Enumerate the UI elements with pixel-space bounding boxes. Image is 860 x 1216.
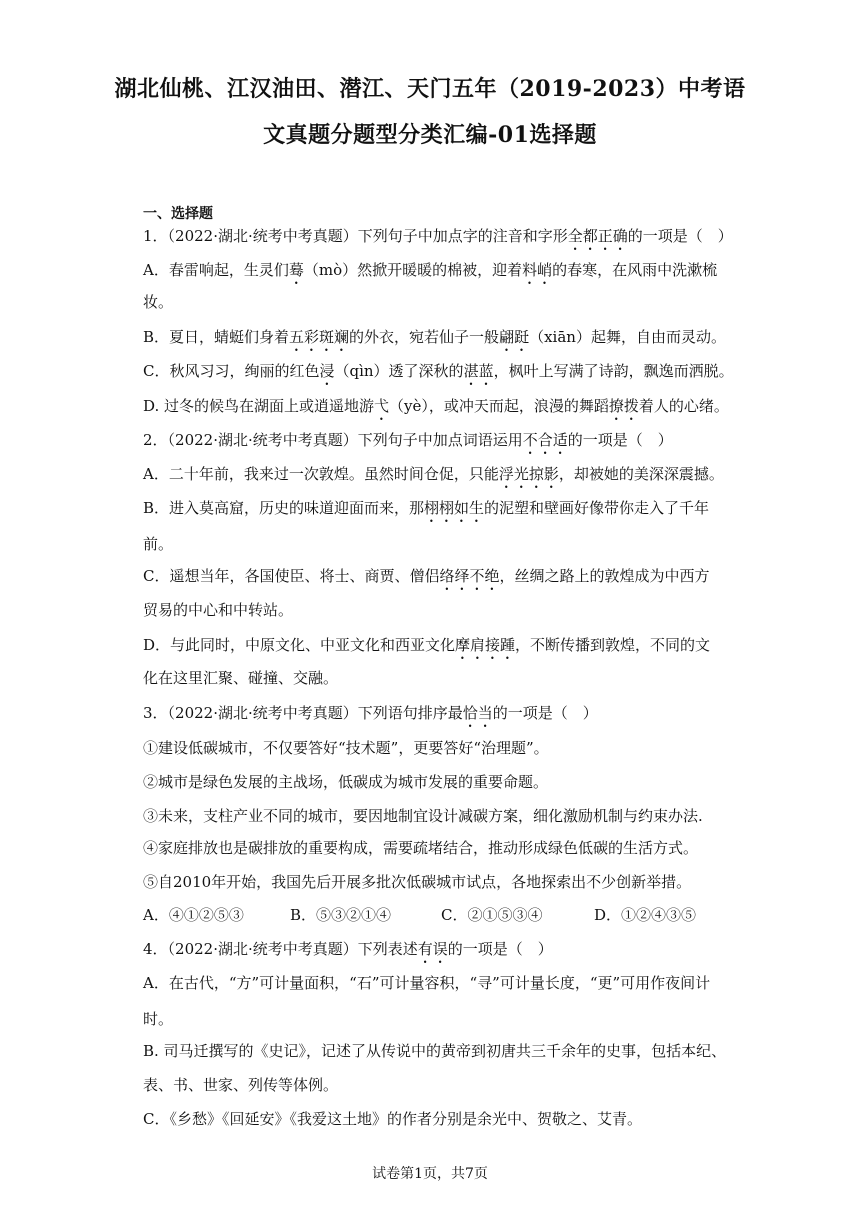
emphasized-text: 络绎不绝: [439, 567, 500, 585]
text-segment: C．《乡愁》《回延安》《我爱这土地》的作者分别是余光中、贺敬之、艾青。: [143, 1110, 642, 1128]
option-d: D．①②④③⑤: [594, 906, 697, 924]
text-segment: 的一项是（ ）: [492, 704, 598, 722]
text-segment: （xiān）起舞，自由而灵动。: [529, 328, 726, 346]
text-segment: 贸易的中心和中转站。: [143, 601, 294, 619]
text-line: [143, 738, 723, 758]
emphasized-text: 全都正确: [567, 227, 628, 245]
text-segment: 的泥塑和壁画好像带你走入了千年: [484, 499, 710, 517]
text-segment: ④家庭排放也是碳排放的重要构成，需要疏堵结合，推动形成绿色低碳的生活方式。: [143, 839, 699, 857]
text-line: [143, 600, 723, 620]
text-segment: 3．（2022·湖北·统考中考真题）下列语句排序最: [143, 704, 463, 722]
emphasized-text: 栩栩如生: [424, 499, 485, 517]
text-line: [143, 838, 723, 858]
text-line: [143, 292, 723, 312]
option-a: A．④①②⑤③: [143, 906, 244, 924]
text-segment: （qìn）透了深秋的: [334, 362, 464, 380]
text-segment: B. 司马迁撰写的《史记》，记述了从传说中的黄帝到初唐共三千余年的史事，包括本纪、: [143, 1042, 727, 1060]
text-line: [143, 806, 723, 826]
emphasized-text: 不合适: [522, 431, 568, 449]
emphasized-text: 翩跹: [499, 328, 530, 346]
text-line: [143, 1009, 723, 1029]
text-segment: ⑤自2010年开始，我国先后开展多批次低碳城市试点，各地探索出不少创新举措。: [143, 873, 692, 891]
emphasized-text: 湛蓝: [463, 362, 494, 380]
text-line: [143, 327, 726, 355]
document-title-line-2: 文真题分题型分类汇编-01选择题: [263, 122, 597, 148]
emphasized-text: 有误: [417, 940, 448, 958]
text-segment: C．遥想当年，各国使臣、将士、商贾、僧侣: [143, 567, 440, 585]
option-c: C．②①⑤③④: [441, 906, 543, 924]
text-segment: D. 过冬的候鸟在湖面上或逍遥地游: [143, 397, 375, 415]
text-line: [143, 1075, 723, 1095]
text-line: [143, 566, 723, 594]
text-segment: 1．（2022·湖北·统考中考真题）下列句子中加点字的注音和字形: [143, 227, 568, 245]
text-segment: ，不断传播到敦煌，不同的文: [515, 636, 711, 654]
emphasized-text: 弋: [374, 397, 390, 415]
text-segment: 前。: [143, 535, 174, 553]
text-segment: （yè），或冲天而起，浪漫的舞蹈: [389, 397, 609, 415]
text-segment: B．进入莫高窟，历史的味道迎面而来，那: [143, 499, 425, 517]
section-heading: 一、选择题: [143, 206, 213, 222]
text-segment: 妆。: [143, 293, 174, 311]
text-segment: 2．（2022·湖北·统考中考真题）下列句子中加点词语运用: [143, 431, 523, 449]
text-segment: 的春寒，在风雨中洗漱梳: [552, 261, 718, 279]
document-title-line-1: 湖北仙桃、江汉油田、潜江、天门五年（2019-2023）中考语: [114, 76, 746, 102]
emphasized-text: 五彩斑斓: [289, 328, 350, 346]
text-segment: ①建设低碳城市，不仅要答好“技术题”，更要答好“治理题”。: [143, 739, 549, 757]
text-line: [143, 973, 723, 993]
text-line: [143, 772, 723, 792]
text-segment: 着人的心绪。: [638, 397, 729, 415]
text-line: [143, 464, 723, 492]
text-line: [143, 498, 723, 526]
text-segment: ，枫叶上写满了诗韵，飘逸而洒脱。: [493, 362, 734, 380]
text-segment: A．二十年前，我来过一次敦煌。虽然时间仓促，只能: [143, 465, 499, 483]
text-segment: D．与此同时，中原文化、中亚文化和西亚文化: [143, 636, 456, 654]
text-segment: 的一项是（ ）: [627, 227, 733, 245]
text-line: [143, 1041, 727, 1061]
text-line: [143, 939, 723, 967]
text-segment: 的一项是（ ）: [567, 431, 673, 449]
emphasized-text: 摩肩接踵: [455, 636, 516, 654]
page-footer: 试卷第1页，共7页: [372, 1166, 488, 1182]
text-segment: ，却被她的美深深震撼。: [558, 465, 724, 483]
text-segment: 的一项是（ ）: [447, 940, 553, 958]
text-line: [143, 361, 734, 389]
emphasized-text: 浮光掠影: [498, 465, 559, 483]
emphasized-text: 撩拨: [608, 397, 639, 415]
text-segment: ，丝绸之路上的敦煌成为中西方: [499, 567, 710, 585]
text-line: [143, 1109, 723, 1129]
text-segment: 时。: [143, 1010, 174, 1028]
text-segment: ②城市是绿色发展的主战场，低碳成为城市发展的重要命题。: [143, 773, 549, 791]
text-line: [143, 635, 723, 663]
text-line: [143, 226, 733, 254]
text-segment: 4．（2022·湖北·统考中考真题）下列表述: [143, 940, 418, 958]
option-b: B．⑤③②①④: [290, 906, 392, 924]
text-line: [143, 872, 723, 892]
text-line: [143, 668, 723, 688]
emphasized-text: 浸: [319, 362, 335, 380]
text-segment: ③未来，支柱产业不同的城市，要因地制宜设计减碳方案，细化激励机制与约束办法.: [143, 807, 703, 825]
text-line: [143, 430, 723, 458]
text-segment: C．秋风习习，绚丽的红色: [143, 362, 320, 380]
emphasized-text: 恰当: [462, 704, 493, 722]
emphasized-text: 蓦: [288, 261, 304, 279]
text-segment: A．在古代，“方”可计量面积，“石”可计量容积，“寻”可计量长度，“更”可用作夜间计: [143, 974, 711, 992]
text-segment: （mò）然掀开暖暖的棉被，迎着: [303, 261, 523, 279]
text-segment: 的外衣，宛若仙子一般: [349, 328, 500, 346]
text-segment: B．夏日，蜻蜓们身着: [143, 328, 290, 346]
text-line: [143, 396, 729, 424]
emphasized-text: 料峭: [522, 261, 553, 279]
text-line: [143, 534, 723, 554]
text-segment: 化在这里汇聚、碰撞、交融。: [143, 669, 339, 687]
text-segment: 表、书、世家、列传等体例。: [143, 1076, 339, 1094]
text-segment: A．春雷响起，生灵们: [143, 261, 289, 279]
text-line: [143, 260, 723, 288]
text-line: [143, 703, 723, 731]
